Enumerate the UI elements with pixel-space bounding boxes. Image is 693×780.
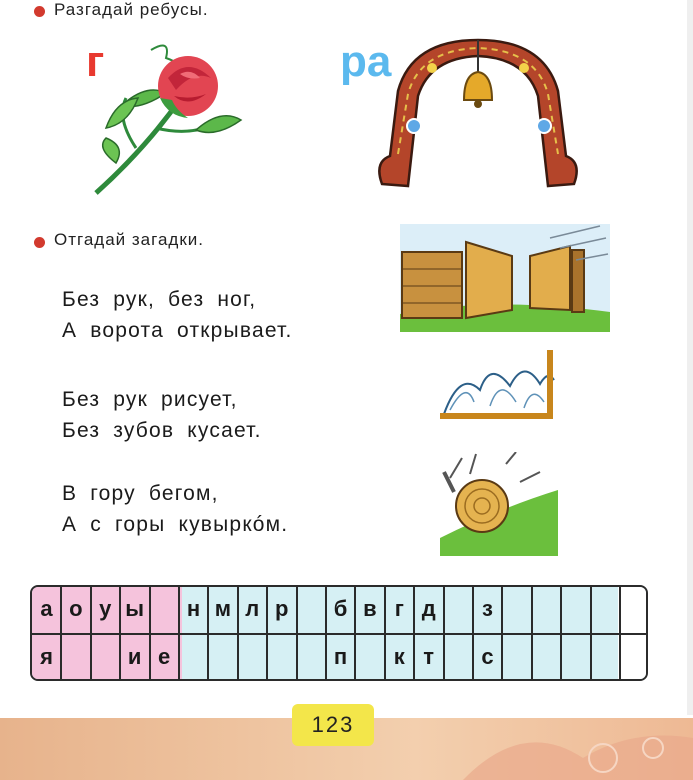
alphabet-strip — [30, 585, 648, 681]
letter-cell — [620, 635, 648, 681]
riddle-line: Без рук, без ног, — [62, 288, 257, 311]
letter-cell — [620, 587, 648, 633]
letter-cell — [502, 587, 531, 633]
letter-cell — [502, 635, 531, 681]
letter-cell: д — [421, 596, 436, 621]
letter-cell: т — [423, 644, 435, 669]
letter-cell — [179, 635, 208, 681]
wind-gate-icon — [400, 224, 610, 332]
letter-cell — [532, 635, 561, 681]
letter-cell: е — [157, 644, 171, 669]
letter-cell: в — [363, 596, 377, 621]
rebus-letter-g: г — [86, 37, 105, 86]
letter-cell — [91, 635, 120, 681]
letter-cell — [591, 587, 620, 633]
lace-ornament-icon — [463, 718, 693, 780]
letter-cell — [208, 635, 237, 681]
letter-cell — [561, 635, 590, 681]
letter-cell — [444, 587, 473, 633]
letter-cell — [297, 635, 326, 681]
riddle-line: А ворота открывает. — [62, 319, 293, 342]
horseshoe-arc-with-bell-icon — [368, 36, 588, 188]
rolling-log-icon — [440, 452, 558, 556]
letter-cell: с — [481, 644, 494, 669]
riddle-line: В гору бегом, — [62, 482, 219, 505]
letter-cell — [444, 635, 473, 681]
section-bullet — [34, 237, 45, 248]
letter-cell — [591, 635, 620, 681]
letter-cell — [561, 587, 590, 633]
section-bullet — [34, 6, 45, 17]
section-heading-rebus: Разгадай ребусы. — [54, 0, 209, 19]
rose-icon — [76, 38, 246, 200]
letter-cell: а — [40, 596, 53, 621]
rebus-letter-ra: ра — [340, 37, 392, 86]
page-number: 123 — [292, 704, 374, 746]
section-heading-riddles: Отгадай загадки. — [54, 230, 204, 249]
letter-cell — [267, 635, 296, 681]
letter-cell: з — [482, 596, 493, 621]
riddle-line: Без зубов кусает. — [62, 419, 262, 442]
letter-cell — [238, 635, 267, 681]
letter-cell: у — [99, 596, 112, 621]
letter-cell — [61, 635, 90, 681]
page-edge — [687, 0, 693, 715]
letter-cell: ы — [125, 596, 145, 621]
letter-cell: я — [40, 644, 53, 669]
letter-cell: м — [214, 596, 232, 621]
letter-cell: л — [245, 596, 260, 621]
letter-cell — [355, 635, 384, 681]
letter-cell: н — [186, 596, 201, 621]
letter-cell: п — [333, 644, 348, 669]
letter-cell: г — [394, 596, 404, 621]
letter-cell: б — [333, 596, 348, 621]
riddle-wind — [62, 284, 293, 346]
riddle-frost — [62, 384, 262, 446]
letter-cell — [297, 587, 326, 633]
riddle-line: Без рук рисует, — [62, 388, 238, 411]
letter-cell — [150, 587, 179, 633]
riddle-line: А с горы кувыркóм. — [62, 513, 289, 536]
letter-cell: и — [127, 644, 142, 669]
riddle-log — [62, 478, 288, 540]
letter-cell: р — [274, 596, 289, 621]
frost-window-icon — [440, 350, 558, 422]
letter-cell: к — [393, 644, 405, 669]
letter-cell: о — [69, 596, 83, 621]
letter-cell — [532, 587, 561, 633]
